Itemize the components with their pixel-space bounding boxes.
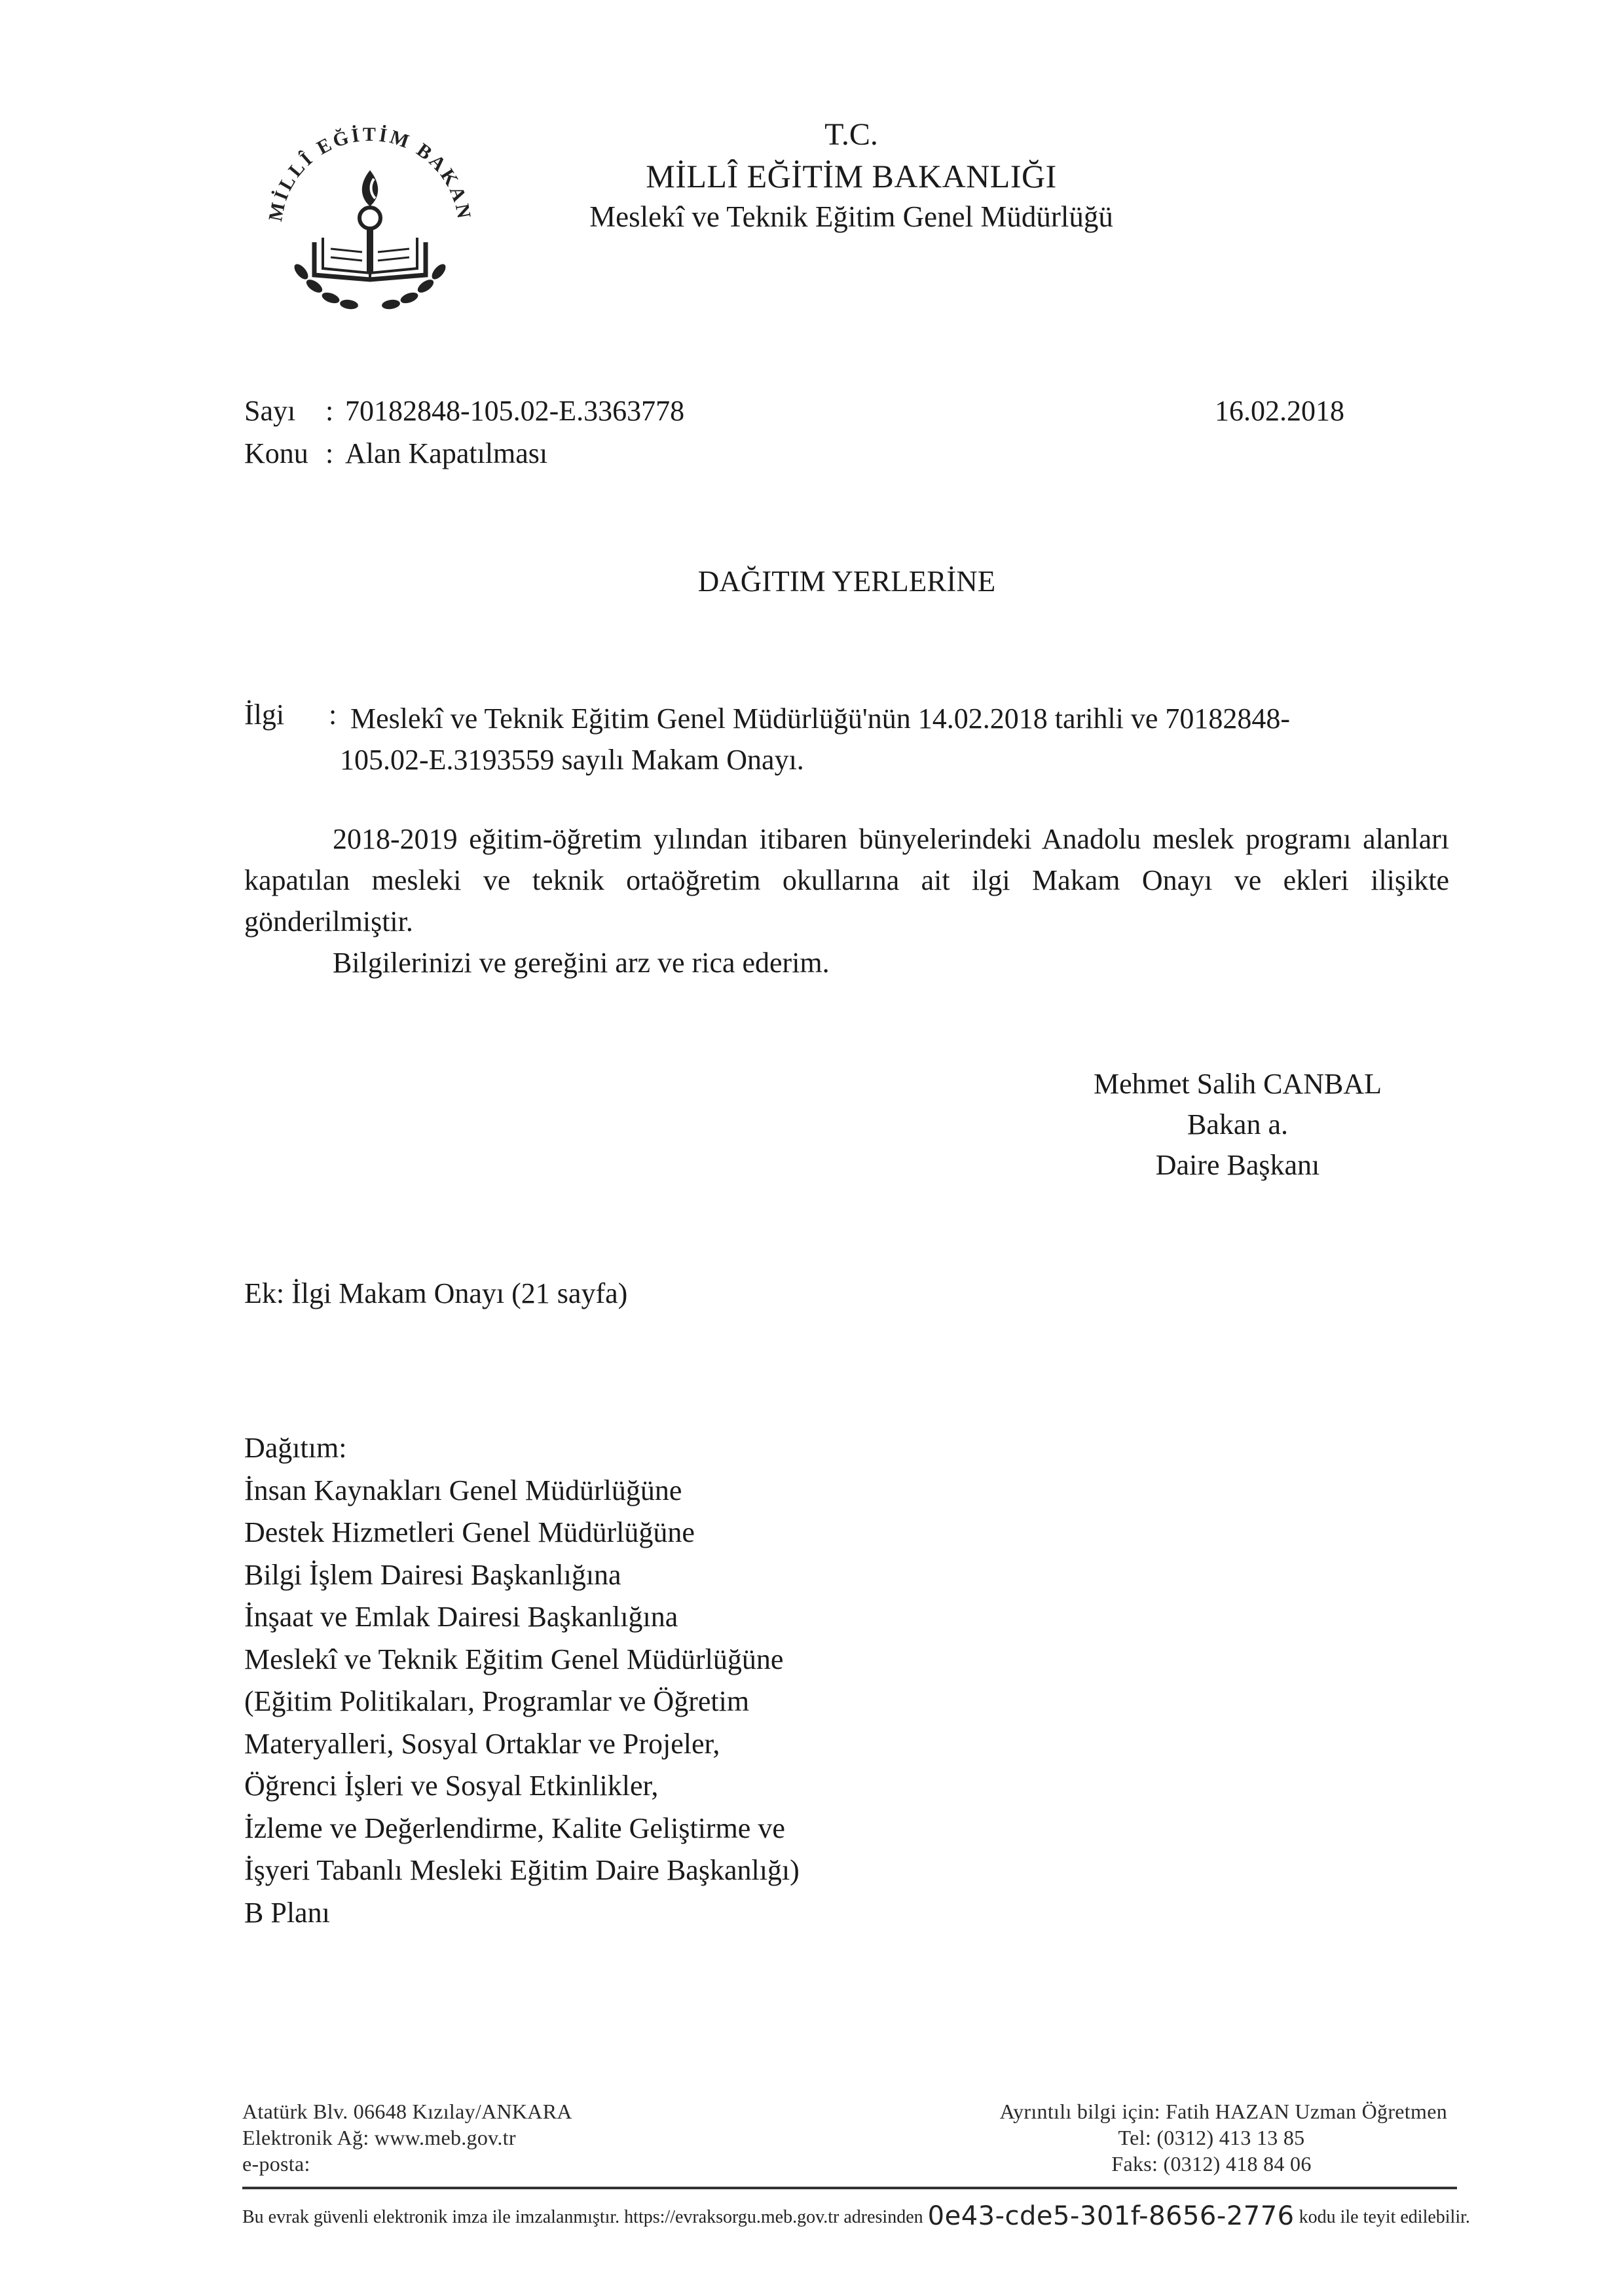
list-item: İzleme ve Değerlendirme, Kalite Geliştirme ve xyxy=(244,1812,785,1844)
footer-web: Elektronik Ağ: www.meb.gov.tr xyxy=(242,2126,516,2149)
recipient-heading: DAĞITIM YERLERİNE xyxy=(697,565,996,598)
sayi-label: Sayı xyxy=(244,395,296,427)
svg-text:T.C. MİLLÎ EĞİTİM BAKANLIĞI: MİLLÎ EĞİTİM BAKAN xyxy=(264,123,475,223)
footer-address: Atatürk Blv. 06648 Kızılay/ANKARA xyxy=(242,2100,572,2123)
list-item: Meslekî ve Teknik Eğitim Genel Müdürlüğüne xyxy=(244,1643,784,1675)
ilgi-text xyxy=(337,698,1454,780)
list-item: İşyeri Tabanlı Mesleki Eğitim Daire Başkanlığı) xyxy=(244,1854,800,1886)
footer-fax: Faks: (0312) 418 84 06 xyxy=(1111,2152,1312,2176)
footer-divider xyxy=(242,2187,1457,2189)
letter-body xyxy=(244,818,1449,983)
signature-block xyxy=(1054,1064,1421,1186)
verification-code: 0e43-cde5-301f-8656-2776 xyxy=(927,2201,1295,2231)
list-item: Materyalleri, Sosyal Ortaklar ve Projeler, xyxy=(244,1727,720,1760)
konu-value: Alan Kapatılması xyxy=(345,437,548,469)
list-item: Bilgi İşlem Dairesi Başkanlığına xyxy=(244,1558,621,1591)
signer-name: Mehmet Salih CANBAL xyxy=(1094,1068,1382,1100)
list-item: Öğrenci İşleri ve Sosyal Etkinlikler, xyxy=(244,1770,659,1802)
ilgi-label: İlgi xyxy=(244,699,285,731)
ilgi-line-1: Meslekî ve Teknik Eğitim Genel Müdürlüğü'nün 14.02.2018 tarihli ve 70182848- xyxy=(350,702,1291,735)
body-paragraph-2: Bilgilerinizi ve gereğini arz ve rica ederim. xyxy=(333,947,830,979)
signer-on-behalf: Bakan a. xyxy=(1187,1108,1288,1140)
konu-colon: : xyxy=(325,437,334,469)
footer-email: e-posta: xyxy=(242,2152,310,2176)
footer-tel: Tel: (0312) 413 13 85 xyxy=(1118,2126,1305,2149)
list-item: (Eğitim Politikaları, Programlar ve Öğretim xyxy=(244,1685,750,1717)
verification-text-after: kodu ile teyit edilebilir. xyxy=(1299,2207,1470,2227)
konu-label: Konu xyxy=(244,437,308,469)
distribution-label: Dağıtım: xyxy=(244,1432,347,1464)
list-item: İnsan Kaynakları Genel Müdürlüğüne xyxy=(244,1474,682,1506)
header-unit: Meslekî ve Teknik Eğitim Genel Müdürlüğü xyxy=(589,200,1113,233)
ilgi-line-2: 105.02-E.3193559 sayılı Makam Onayı. xyxy=(340,744,804,776)
list-item: İnşaat ve Emlak Dairesi Başkanlığına xyxy=(244,1601,678,1633)
sayi-colon: : xyxy=(325,395,334,427)
distribution-list xyxy=(244,1427,800,1934)
attachment-note: Ek: İlgi Makam Onayı (21 sayfa) xyxy=(244,1277,628,1309)
verification-note xyxy=(242,2201,1470,2231)
list-item: Destek Hizmetleri Genel Müdürlüğüne xyxy=(244,1516,695,1548)
document-date: 16.02.2018 xyxy=(1215,395,1344,427)
footer-contact-block xyxy=(936,2098,1447,2177)
header-ministry: MİLLÎ EĞİTİM BAKANLIĞI xyxy=(646,158,1057,194)
verification-text-before: Bu evrak güvenli elektronik imza ile imzalanmıştır. https://evraksorgu.meb.gov.tr adresinden xyxy=(242,2207,923,2227)
ministry-seal-logo xyxy=(252,108,488,344)
list-item: B Planı xyxy=(244,1896,330,1929)
footer-contact: Ayrıntılı bilgi için: Fatih HAZAN Uzman Öğretmen xyxy=(999,2100,1447,2123)
header-country: T.C. xyxy=(824,117,878,152)
signer-title: Daire Başkanı xyxy=(1155,1149,1320,1181)
ilgi-colon: : xyxy=(329,699,337,731)
body-paragraph-1: 2018-2019 eğitim-öğretim yılından itibaren bünyelerindeki Anadolu meslek programı alanları kapatılan mesleki ve teknik ortaöğretim okullarına ait ilgi Makam Onayı ve ekleri ilişikte gönderilmiştir. xyxy=(244,823,1449,938)
sayi-value: 70182848-105.02-E.3363778 xyxy=(345,395,685,427)
footer-address-block xyxy=(242,2098,572,2177)
